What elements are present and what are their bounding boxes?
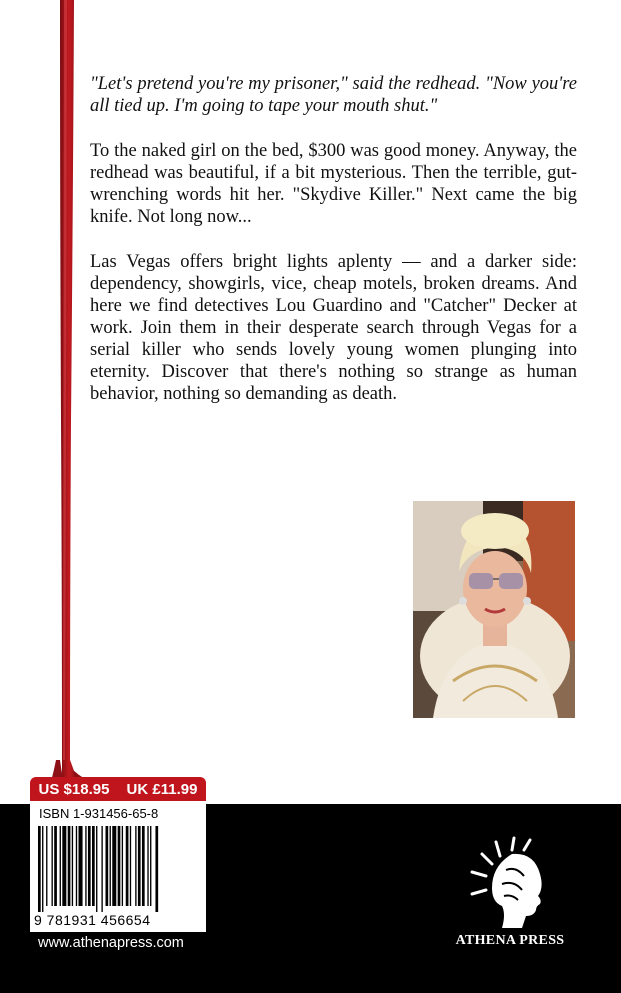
barcode-bar xyxy=(155,826,158,912)
barcode-box xyxy=(30,801,206,932)
barcode-bar xyxy=(150,826,151,906)
barcode-bar xyxy=(72,826,73,906)
barcode-bar xyxy=(46,826,47,906)
barcode-digits: 9 781931 456654 xyxy=(34,912,151,928)
barcode-bar xyxy=(122,826,123,906)
publisher-name: ATHENA PRESS xyxy=(455,933,565,948)
barcode-bar xyxy=(62,826,66,906)
barcode-bar xyxy=(96,826,97,912)
barcode-bar xyxy=(118,826,121,906)
blurb-paragraph-3: Las Vegas offers bright lights aplenty — and a darker side: dependency, showgirls, vice, cheap motels, broken dreams. And here we find detectives Lou Guardino and "Catcher" Decker at work. Join them in their desperate search through Vegas for a serial killer who sends lovely young women plunging into eternity. Discover that there's nothing so strange as human behavior, nothing so demanding as death. xyxy=(90,252,577,404)
author-photo xyxy=(413,501,575,718)
price-box xyxy=(30,777,206,801)
barcode-bar xyxy=(106,826,109,906)
barcode-bar xyxy=(101,826,102,912)
barcode-bar xyxy=(42,826,43,912)
blurb-text xyxy=(90,73,577,428)
barcode-bar xyxy=(54,826,57,906)
barcode-bar xyxy=(88,826,91,906)
price-us: US $18.95 xyxy=(38,780,110,798)
barcode-bar xyxy=(130,826,131,906)
barcode-bar xyxy=(142,826,145,906)
barcode-bar xyxy=(135,826,136,906)
barcode-bar xyxy=(52,826,53,906)
blurb-quote: "Let's pretend you're my prisoner," said the redhead. "Now you're all tied up. I'm going to tape your mouth shut." xyxy=(90,74,577,116)
barcode-bar xyxy=(76,826,77,906)
barcode-graphic xyxy=(36,826,200,912)
barcode-bar xyxy=(38,826,41,912)
barcode-bar xyxy=(85,826,86,906)
barcode-bar xyxy=(60,826,61,906)
barcode-bar xyxy=(79,826,83,906)
barcode-bar xyxy=(112,826,116,906)
blurb-paragraph-2: To the naked girl on the bed, $300 was good money. Anyway, the redhead was beautiful, if a bit mysterious. Then the terrible, gut-wrenching words hit her. "Skydive Killer." Next came the big knife. Not long now... xyxy=(90,141,577,227)
barcode-bar xyxy=(126,826,129,906)
price-uk: UK £11.99 xyxy=(126,780,198,798)
isbn-text: ISBN 1-931456-65-8 xyxy=(39,806,159,821)
athena-head-logo-icon xyxy=(462,836,558,932)
barcode-bar xyxy=(138,826,141,906)
publisher-website: www.athenapress.com xyxy=(38,935,184,951)
barcode-bar xyxy=(92,826,95,906)
barcode-bar xyxy=(110,826,111,906)
barcode-bar xyxy=(147,826,148,906)
barcode-bar xyxy=(68,826,71,906)
